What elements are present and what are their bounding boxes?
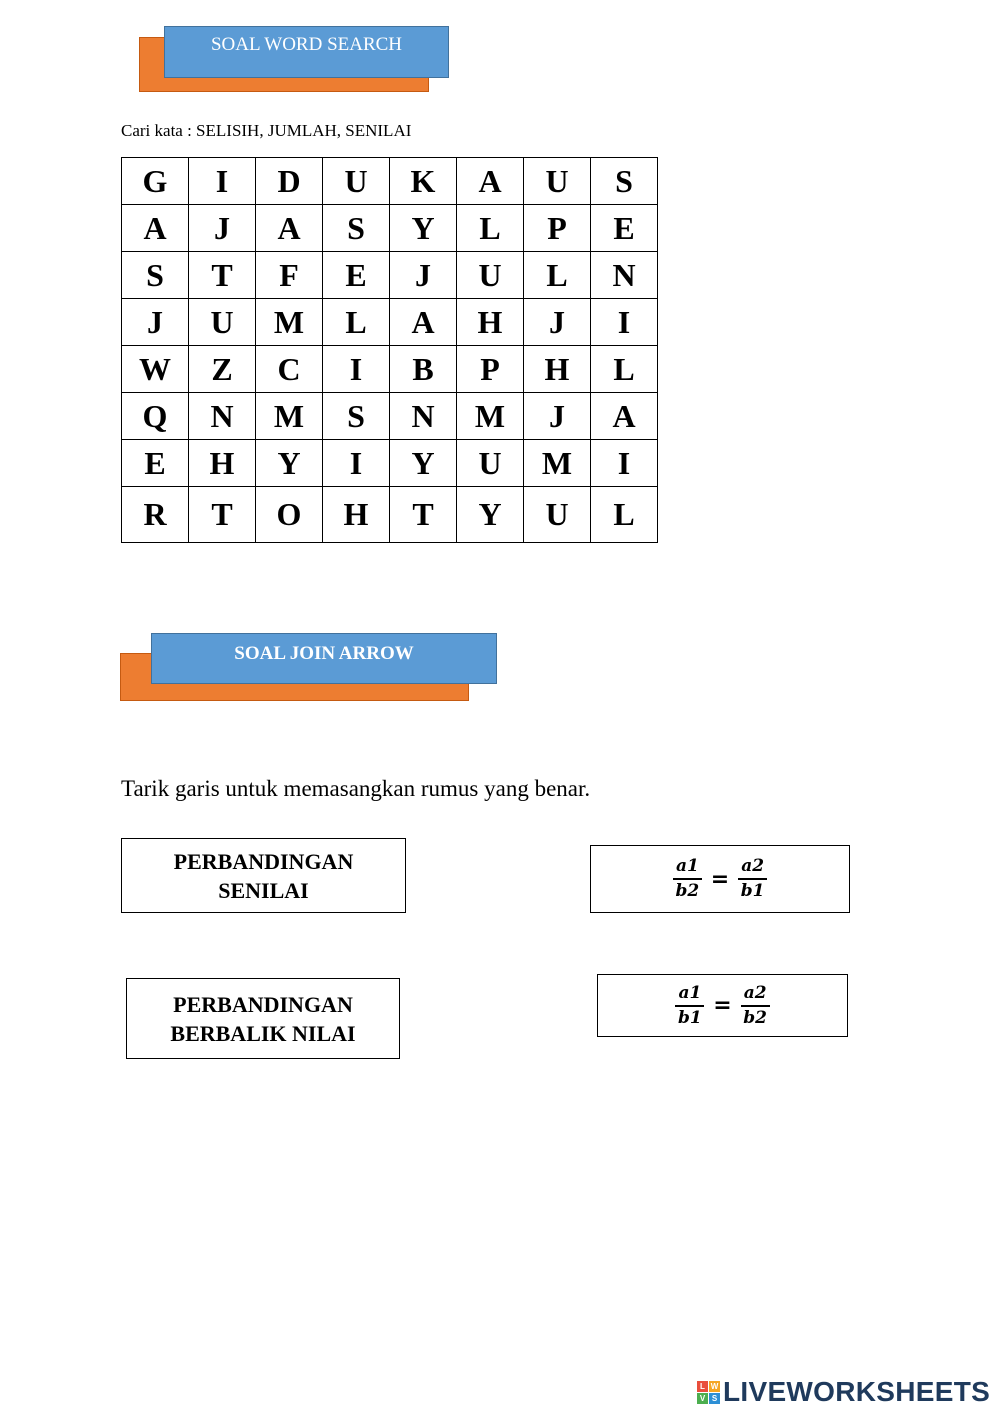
grid-cell[interactable]: M [457,393,524,440]
grid-cell[interactable]: C [256,346,323,393]
grid-row [122,205,658,252]
grid-cell[interactable]: T [189,487,256,543]
grid-cell[interactable]: D [256,158,323,205]
grid-cell[interactable]: A [591,393,658,440]
grid-cell[interactable]: Y [457,487,524,543]
grid-row [122,393,658,440]
join-arrow-banner: SOAL JOIN ARROW [151,633,497,684]
term-box-senilai[interactable] [121,838,406,913]
equals-sign: = [710,866,730,892]
liveworksheets-logo-icon [697,1381,720,1404]
join-arrow-instruction: Tarik garis untuk memasangkan rumus yang benar. [121,776,591,801]
grid-cell[interactable]: J [524,393,591,440]
grid-cell[interactable]: H [457,299,524,346]
grid-cell[interactable]: Q [122,393,189,440]
grid-cell[interactable]: L [591,487,658,543]
grid-cell[interactable]: A [457,158,524,205]
grid-row [122,346,658,393]
grid-cell[interactable]: H [524,346,591,393]
formula-box-1[interactable] [590,845,850,913]
grid-cell[interactable]: S [323,393,390,440]
grid-cell[interactable]: I [323,346,390,393]
word-search-instruction: Cari kata : SELISIH, JUMLAH, SENILAI [121,121,412,140]
grid-cell[interactable]: U [189,299,256,346]
grid-cell[interactable]: A [122,205,189,252]
fraction-left [675,983,704,1029]
equals-sign: = [713,993,732,1018]
logo-text: LIVEWORKSHEETS [723,1376,991,1407]
grid-cell[interactable]: S [122,252,189,299]
grid-cell[interactable]: W [122,346,189,393]
term-line: BERBALIK NILAI [170,1020,356,1046]
grid-cell[interactable]: O [256,487,323,543]
grid-cell[interactable]: Y [390,440,457,487]
fraction-right [741,983,770,1029]
grid-row [122,252,658,299]
grid-cell[interactable]: A [256,205,323,252]
term-line: PERBANDINGAN [173,991,353,1017]
formula-box-2[interactable] [597,974,848,1037]
denominator: b2 [743,1007,767,1028]
numerator: a1 [675,983,704,1007]
grid-cell[interactable]: N [390,393,457,440]
grid-cell[interactable]: M [256,393,323,440]
fraction-right [738,856,767,902]
grid-cell[interactable]: E [591,205,658,252]
logo-icon-tile: W [710,1381,719,1391]
grid-row [122,487,658,543]
grid-cell[interactable]: U [524,487,591,543]
grid-cell[interactable]: N [591,252,658,299]
logo-icon-tile: S [709,1393,720,1404]
numerator: a1 [673,856,702,880]
denominator: b1 [678,1007,702,1028]
liveworksheets-logo[interactable] [697,1376,990,1408]
grid-cell[interactable]: J [524,299,591,346]
grid-cell[interactable]: K [390,158,457,205]
grid-cell[interactable]: L [524,252,591,299]
numerator: a2 [741,983,770,1007]
word-search-grid [121,157,658,543]
grid-cell[interactable]: Z [189,346,256,393]
grid-cell[interactable]: H [323,487,390,543]
grid-cell[interactable]: U [524,158,591,205]
grid-cell[interactable]: P [524,205,591,252]
grid-cell[interactable]: J [390,252,457,299]
grid-cell[interactable]: I [323,440,390,487]
grid-cell[interactable]: L [323,299,390,346]
grid-row [122,440,658,487]
grid-cell[interactable]: H [189,440,256,487]
grid-cell[interactable]: I [591,440,658,487]
grid-cell[interactable]: I [189,158,256,205]
denominator: b2 [675,881,700,901]
grid-cell[interactable]: R [122,487,189,543]
grid-cell[interactable]: N [189,393,256,440]
grid-cell[interactable]: T [189,252,256,299]
term-line: SENILAI [218,877,309,903]
grid-cell[interactable]: S [591,158,658,205]
fraction-left [673,856,702,902]
grid-cell[interactable]: T [390,487,457,543]
word-search-banner: SOAL WORD SEARCH [164,26,449,78]
grid-cell[interactable]: S [323,205,390,252]
grid-cell[interactable]: J [189,205,256,252]
grid-cell[interactable]: Y [390,205,457,252]
grid-cell[interactable]: J [122,299,189,346]
grid-cell[interactable]: P [457,346,524,393]
grid-cell[interactable]: M [524,440,591,487]
logo-icon-tile: L [697,1381,708,1392]
grid-cell[interactable]: Y [256,440,323,487]
grid-cell[interactable]: F [256,252,323,299]
grid-cell[interactable]: U [323,158,390,205]
denominator: b1 [740,881,765,901]
grid-cell[interactable]: M [256,299,323,346]
logo-icon-tile: V [697,1393,708,1404]
grid-cell[interactable]: E [323,252,390,299]
term-line: PERBANDINGAN [173,848,354,874]
grid-cell[interactable]: L [457,205,524,252]
grid-cell[interactable]: U [457,252,524,299]
grid-cell[interactable]: B [390,346,457,393]
term-box-berbalik-nilai[interactable] [126,978,400,1059]
grid-cell[interactable]: E [122,440,189,487]
numerator: a2 [738,856,767,880]
grid-cell[interactable]: G [122,158,189,205]
grid-cell[interactable]: A [390,299,457,346]
grid-cell[interactable]: I [591,299,658,346]
grid-cell[interactable]: L [591,346,658,393]
grid-row [122,299,658,346]
grid-cell[interactable]: U [457,440,524,487]
grid-row [122,158,658,205]
